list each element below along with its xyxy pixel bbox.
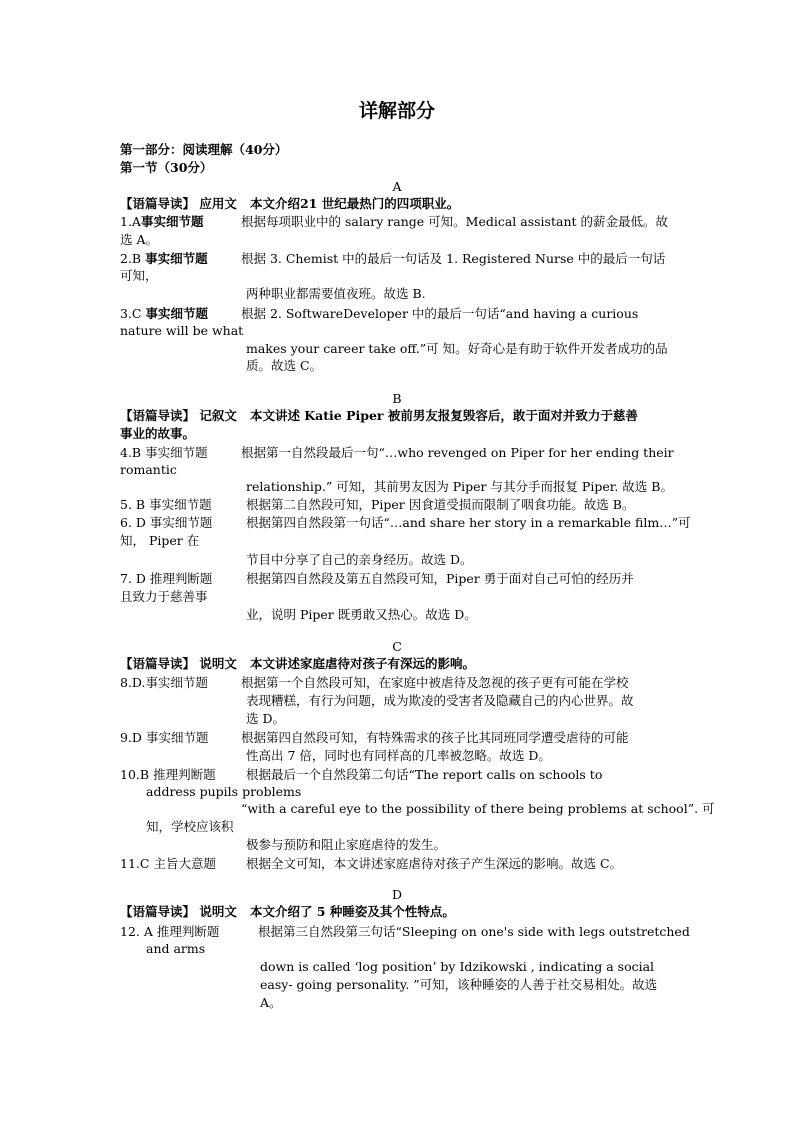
item-answer: 12. A <box>120 924 153 939</box>
item-8 <box>120 674 208 692</box>
item-8-line-1: 根据第一个自然段可知，在家庭中被虐待及忽视的孩子更有可能在学校 <box>241 675 629 690</box>
item-3-line-2: nature will be what <box>120 323 244 338</box>
item-8-line-3: 选 D。 <box>246 711 285 726</box>
guide-label: 【语篇导读】 <box>120 656 196 671</box>
item-answer: 5. B <box>120 497 146 512</box>
item-11-line-1: 根据全文可知，本文讲述家庭虐待对孩子产生深远的影响。故选 C。 <box>246 856 623 871</box>
item-7-line-2: 且致力于慈善事 <box>120 589 208 604</box>
item-6-line-2: 知， Piper 在 <box>120 533 200 548</box>
item-type: 事实细节题 <box>140 214 204 229</box>
guide-text: 本文讲述家庭虐待对孩子有深远的影响。 <box>249 656 475 671</box>
passage-d-guide <box>120 903 455 921</box>
passage-b-guide-2: 事业的故事。 <box>120 426 196 441</box>
item-answer: 9.D <box>120 730 142 745</box>
item-answer: 4.B <box>120 445 142 460</box>
item-10-line-2: address pupils problems <box>146 784 302 799</box>
item-9-line-1: 根据第四自然段可知，有特殊需求的孩子比其同班同学遭受虐待的可能 <box>241 730 629 745</box>
passage-d-letter: D <box>391 887 403 902</box>
item-answer: 3.C <box>120 306 142 321</box>
item-answer: 6. D <box>120 515 146 530</box>
item-7 <box>120 570 212 588</box>
item-12-line-1: 根据第三自然段第三句话“Sleeping on one's side with legs outstretched <box>258 924 690 939</box>
item-1 <box>120 213 203 231</box>
page-title: 详解部分 <box>358 100 435 122</box>
item-10-line-5: 极参与预防和阻止家庭虐待的发生。 <box>246 837 447 852</box>
item-type: 推理判断题 <box>153 767 216 782</box>
section-heading: 第一节（30分） <box>120 160 213 175</box>
passage-a-letter: A <box>392 179 402 194</box>
item-2-line-3: 两种职业都需要值夜班。故选 B. <box>246 286 426 301</box>
item-6 <box>120 514 212 532</box>
guide-text: 本文介绍了 5 种睡姿及其个性特点。 <box>249 904 455 919</box>
item-10-line-1: 根据最后一个自然段第二句话“The report calls on schools to <box>246 767 603 782</box>
item-type: 事实细节题 <box>145 251 208 266</box>
item-5 <box>120 496 212 514</box>
guide-type: 说明文 <box>199 904 237 919</box>
item-9 <box>120 729 208 747</box>
item-type: 推理判断题 <box>156 924 220 939</box>
item-answer: 11.C <box>120 856 150 871</box>
item-12-line-3: down is called ‘log position’ by Idzikowski , indicating a social <box>260 959 655 974</box>
item-10 <box>120 766 216 784</box>
guide-label: 【语篇导读】 <box>120 408 196 423</box>
guide-label: 【语篇导读】 <box>120 904 196 919</box>
passage-c-guide <box>120 655 475 673</box>
item-answer: 10.B <box>120 767 150 782</box>
item-4-line-1: 根据第一自然段最后一句“…who revenged on Piper for her ending their <box>241 445 674 460</box>
item-10-line-4: 知，学校应该积 <box>146 819 234 834</box>
item-3 <box>120 305 208 323</box>
item-type: 事实细节题 <box>145 445 208 460</box>
item-3-line-3: makes your career take off.”可 知。好奇心是有助于软件开发者成功的品 <box>246 341 668 356</box>
item-4-line-2: romantic <box>120 462 177 477</box>
item-12 <box>120 923 219 941</box>
item-type: 事实细节题 <box>145 306 208 321</box>
passage-b-guide <box>120 407 638 425</box>
passage-a-guide <box>120 195 459 213</box>
item-7-line-3: 业，说明 Piper 既勇敢又热心。故选 D。 <box>246 607 477 622</box>
item-4 <box>120 444 208 462</box>
guide-type: 记叙文 <box>199 408 237 423</box>
item-10-line-3: “with a careful eye to the possibility of there being problems at school”. 可 <box>241 801 715 816</box>
passage-b-letter: B <box>392 391 402 406</box>
item-1-line-2: 选 A。 <box>120 232 159 247</box>
item-answer: 1.A <box>120 214 141 229</box>
item-answer: 8.D. <box>120 675 146 690</box>
item-type: 主旨大意题 <box>153 856 216 871</box>
item-7-line-1: 根据第四自然段及第五自然段可知，Piper 勇于面对自己可怕的经历并 <box>246 571 634 586</box>
item-answer: 7. D <box>120 571 146 586</box>
item-type: 事实细节题 <box>145 730 209 745</box>
item-type: 事实细节题 <box>149 497 212 512</box>
item-3-line-4: 质。故选 C。 <box>246 358 323 373</box>
item-type: 推理判断题 <box>149 571 213 586</box>
guide-text: 本文讲述 Katie Piper 被前男友报复毁容后，敢于面对并致力于慈善 <box>249 408 638 423</box>
item-3-line-1: 根据 2. SoftwareDeveloper 中的最后一句话“and having a curious <box>241 306 639 321</box>
item-type: 事实细节题 <box>145 675 208 690</box>
guide-label: 【语篇导读】 <box>120 196 196 211</box>
item-answer: 2.B <box>120 251 142 266</box>
guide-type: 应用文 <box>199 196 237 211</box>
item-type: 事实细节题 <box>149 515 213 530</box>
guide-type: 说明文 <box>199 656 237 671</box>
item-9-line-2: 性高出 7 倍，同时也有同样高的几率被忽略。故选 D。 <box>246 748 551 763</box>
item-1-line-1: 根据每项职业中的 salary range 可知。Medical assistant 的薪金最低。故 <box>241 214 668 229</box>
passage-c-letter: C <box>392 639 402 654</box>
item-2-line-1: 根据 3. Chemist 中的最后一句话及 1. Registered Nurse 中的最后一句话 <box>241 251 666 266</box>
item-2-line-2: 可知， <box>120 268 158 283</box>
item-6-line-3: 节目中分享了自己的亲身经历。故选 D。 <box>246 552 473 567</box>
item-8-line-2: 表现糟糕，有行为问题，成为欺凌的受害者及隐藏自己的内心世界。故 <box>246 693 634 708</box>
part-heading: 第一部分：阅读理解（40分） <box>120 142 288 157</box>
item-4-line-3: relationship.” 可知，其前男友因为 Piper 与其分手而报复 Piper. 故选 B。 <box>246 479 673 494</box>
item-11 <box>120 855 216 873</box>
item-5-line-1: 根据第二自然段可知，Piper 因食道受损而限制了咽食功能。故选 B。 <box>246 497 635 512</box>
item-6-line-1: 根据第四自然段第一句话“…and share her story in a remarkable film…”可 <box>246 515 691 530</box>
item-2 <box>120 250 208 268</box>
item-12-line-5: A。 <box>260 995 282 1010</box>
item-12-line-2: and arms <box>146 941 206 956</box>
guide-text: 本文介绍21 世纪最热门的四项职业。 <box>249 196 460 211</box>
item-12-line-4: easy- going personality. ”可知，该种睡姿的人善于社交易相处。故选 <box>260 977 658 992</box>
